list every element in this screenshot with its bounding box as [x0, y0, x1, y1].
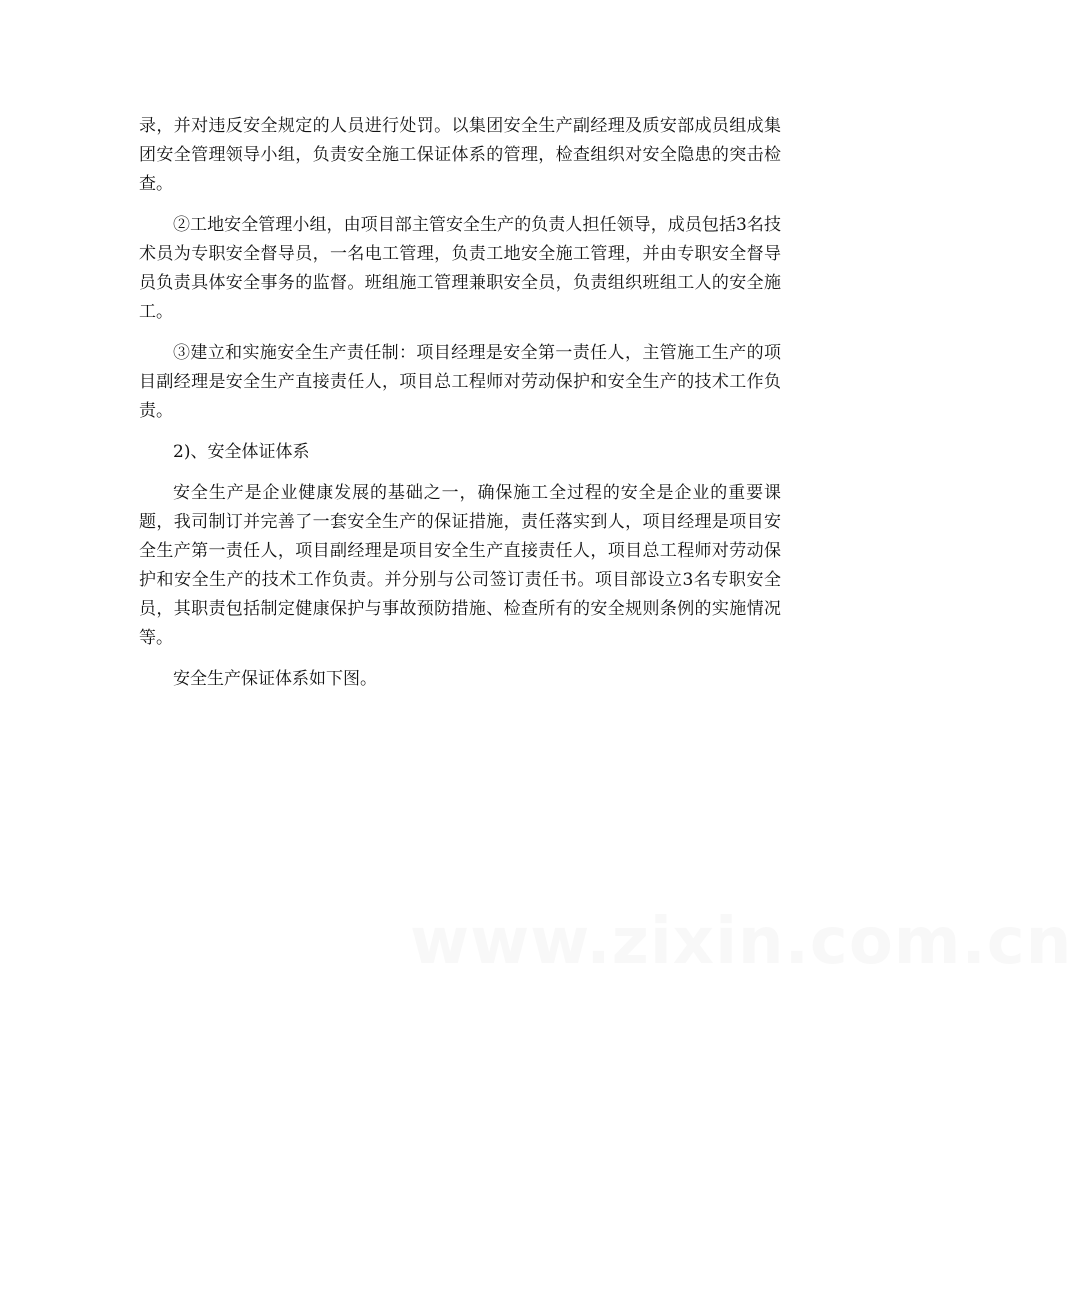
paragraph-responsibility-system: ③建立和实施安全生产责任制：项目经理是安全第一责任人，主管施工生产的项目副经理是安全生产直接责任人，项目总工程师对劳动保护和安全生产的技术工作负责。 [139, 343, 781, 421]
section-heading-safety-system: 2)、安全体证体系 [173, 442, 310, 462]
paragraph-continuation: 录，并对违反安全规定的人员进行处罚。以集团安全生产副经理及质安部成员组成集团安全管理领导小组，负责安全施工保证体系的管理，检查组织对安全隐患的突击检查。 [139, 116, 781, 194]
watermark-text: www.zixin.com.cn [410, 905, 1072, 979]
document-body [139, 112, 781, 706]
paragraph-safety-production: 安全生产是企业健康发展的基础之一，确保施工全过程的安全是企业的重要课题，我司制订并完善了一套安全生产的保证措施，责任落实到人，项目经理是项目安全生产第一责任人，项目副经理是项目安全生产直接责任人，项目总工程师对劳动保护和安全生产的技术工作负责。并分别与公司签订责任书。项目部设立3名专职安全员，其职责包括制定健康保护与事故预防措施、检查所有的安全规则条例的实施情况等。 [139, 483, 781, 648]
paragraph-site-safety-group: ②工地安全管理小组，由项目部主管安全生产的负责人担任领导，成员包括3名技术员为专职安全督导员，一名电工管理，负责工地安全施工管理，并由专职安全督导员负责具体安全事务的监督。班组施工管理兼职安全员，负责组织班组工人的安全施工。 [139, 215, 781, 322]
paragraph-figure-reference: 安全生产保证体系如下图。 [173, 669, 377, 689]
